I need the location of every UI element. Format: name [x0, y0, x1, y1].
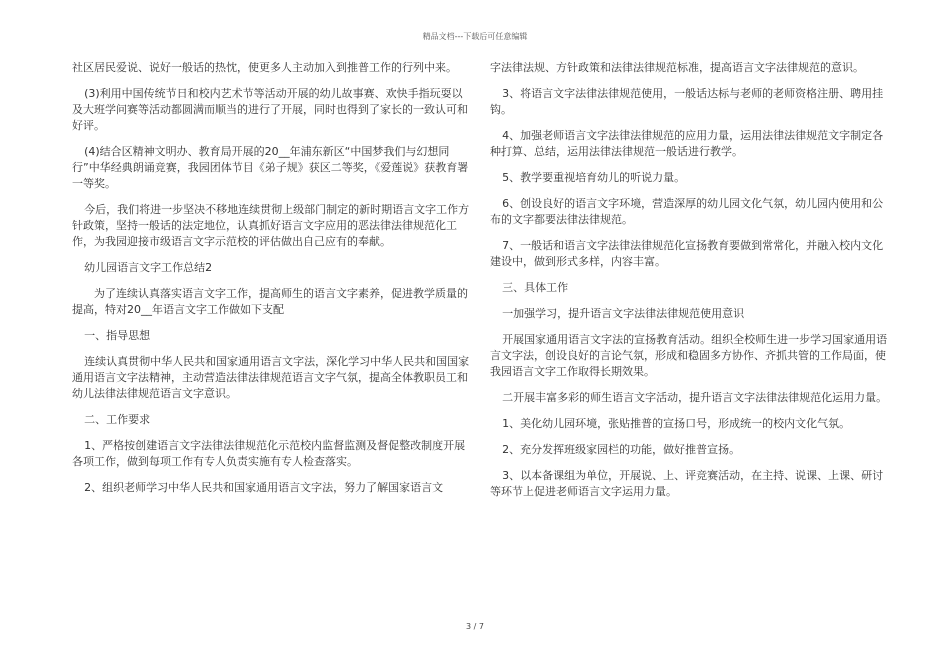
section-heading: 二、工作要求 — [84, 413, 151, 426]
section-title: 幼儿园语言文字工作总结2 — [84, 261, 213, 274]
right-column — [490, 60, 890, 510]
subsection-heading: 一加强学习，提升语言文字法律法律规范使用意识 — [502, 307, 745, 320]
paragraph: 1、严格按创建语言文字法律法律规范化示范校内监督监测及督促整改制度开展各项工作，做到每项工作有专人负责实施有专人检查落实。 — [72, 439, 466, 468]
subsection-heading: 二开展丰富多彩的师生语言文字活动，提升语言文字法律法律规范化运用力量。 — [502, 391, 888, 404]
paragraph: 开展国家通用语言文字法的宣扬教育活动。组织全校师生进一步学习国家通用语言文字法，创设良好的言论气氛，形成和稳固多方协作、齐抓共管的工作局面，使我园语言文字工作取得长期效果。 — [490, 333, 888, 378]
paragraph: 4、加强老师语言文字法律法律规范的应用力量，运用法律法律规范文字制定各种打算、总结，运用法律法律规范一般话进行教学。 — [490, 129, 884, 158]
page-header: 精品文档---下载后可任意编辑 — [422, 32, 528, 41]
paragraph: 7、一般话和语言文字法律法律规范化宣扬教育要做到常常化，并融入校内文化建设中，做到形式多样，内容丰富。 — [490, 239, 884, 268]
left-column — [72, 60, 472, 506]
paragraph: 社区居民爱说、说好一般话的热忱，使更多人主动加入到推普工作的行列中来。 — [72, 61, 457, 74]
paragraph: 2、组织老师学习中华人民共和国家通用语言文字法，努力了解国家语言文 — [84, 481, 444, 494]
paragraph: 5、教学要重视培育幼儿的听说力量。 — [502, 171, 686, 184]
paragraph: 2、充分发挥班级家园栏的功能，做好推普宣扬。 — [502, 443, 741, 456]
section-heading: 一、指导思想 — [84, 329, 151, 342]
paragraph: 连续认真贯彻中华人民共和国家通用语言文字法，深化学习中华人民共和国国家通用语言文字法精神，主动营造法律法律规范语言文字气氛，提高全体教职员工和幼儿法律法律规范语言文字意识。 — [72, 355, 470, 400]
paragraph: (3)利用中国传统节日和校内艺术节等活动开展的幼儿故事赛、欢快手指玩耍以及大班学问赛等活动都圆满而顺当的进行了开展，同时也得到了家长的一致认可和好评。 — [72, 87, 468, 132]
section-heading: 三、具体工作 — [502, 281, 569, 294]
paragraph: 为了连续认真落实语言文字工作，提高师生的语言文字素养，促进教学质量的提高，特对20__年语言文字工作做如下支配 — [72, 287, 468, 316]
paragraph: 字法律法规、方针政策和法律法律规范标准，提高语言文字法律规范的意识。 — [490, 61, 864, 74]
paragraph: 3、将语言文字法律法律规范使用，一般话达标与老师的老师资格注册、聘用挂钩。 — [490, 87, 884, 116]
paragraph: 6、创设良好的语言文字环境，营造深厚的幼儿园文化气氛，幼儿园内使用和公布的文字都要法律法律规范。 — [490, 197, 884, 226]
paragraph: 1、美化幼儿园环境，张贴推普的宣扬口号，形成统一的校内文化气氛。 — [502, 417, 851, 430]
paragraph: 今后，我们将进一步坚决不移地连续贯彻上级部门制定的新时期语言文字工作方针政策，坚持一般话的法定地位，认真抓好语言文字应用的恶法律法律规范化工作，为我园迎接市级语言文字示范校的评估做出自己应有的奉献。 — [72, 203, 470, 248]
page-number: 3 / 7 — [466, 622, 484, 631]
paragraph: (4)结合区精神文明办、教育局开展的20__年浦东新区“中国梦我们与幻想同行”中华经典朗诵竞赛，我园团体节目《弟子规》获区二等奖，《爱莲说》获教育署一等奖。 — [72, 145, 469, 190]
paragraph: 3、以本备课组为单位，开展说、上、评竞赛活动，在主持、说课、上课、研讨等环节上促进老师语言文字运用力量。 — [490, 469, 884, 498]
